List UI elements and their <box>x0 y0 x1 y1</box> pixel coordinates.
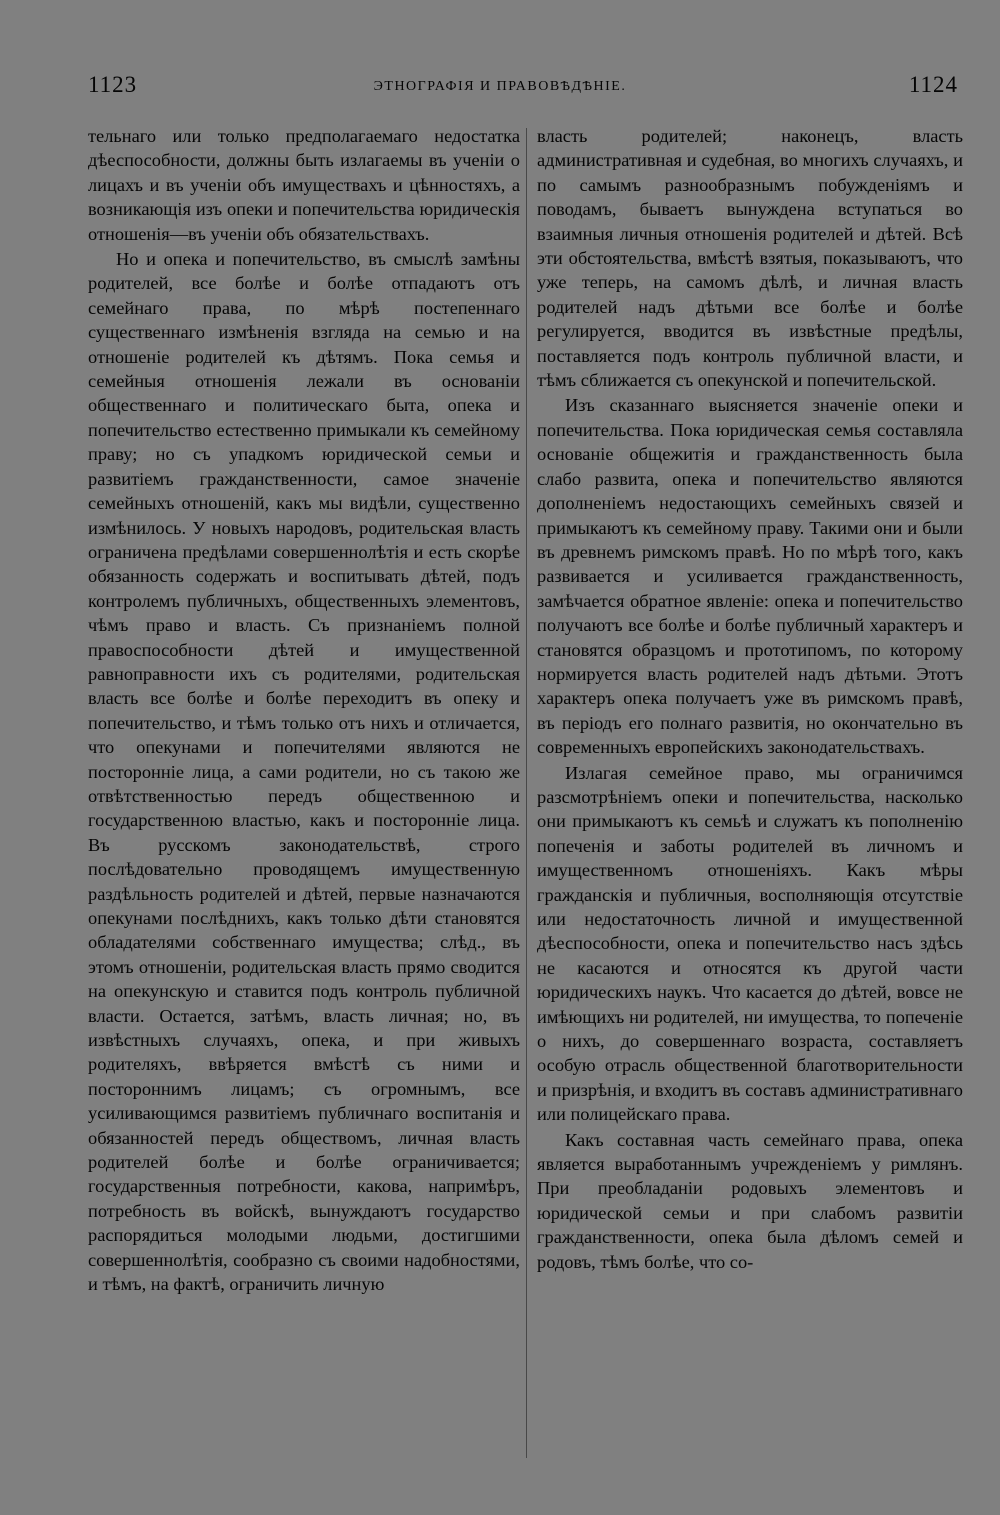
column-divider <box>526 128 527 1458</box>
left-text-column <box>88 124 520 1297</box>
left-page-number: 1123 <box>88 72 138 97</box>
paragraph: Какъ составная часть семейнаго права, опека является выработаннымъ учрежденіемъ у римлянъ. При преобладаніи родовыхъ элементовъ и юридической семьи и при слабомъ развитіи гражданственности, опека была дѣломъ семей и родовъ, тѣмъ болѣе, что со- <box>537 1129 963 1272</box>
paragraph: Излагая семейное право, мы ограничимся разсмотрѣніемъ опеки и попечительства, насколько они примыкаютъ къ семьѣ и служатъ къ пополненію попеченія и заботы родителей въ личномъ и имущественномъ отношеніяхъ. Какъ мѣры гражданскія и публичныя, восполняющія отсутствіе или недостаточность личной и имущественной дѣеспособности, опека и попечительство насъ здѣсь не касаются и относятся къ другой части юридическихъ наукъ. Что касается до дѣтей, вовсе не имѣющихъ ни родителей, ни имущества, то попеченіе о нихъ, до совершеннаго возраста, составляетъ особую отрасль общественной благотворительности и призрѣнія, и входитъ въ составъ административнаго или полицейскаго права. <box>537 762 963 1125</box>
paragraph: власть родителей; наконецъ, власть административная и судебная, во многихъ случаяхъ, и по самымъ разнообразнымъ побужденіямъ и поводамъ, бываетъ вынуждена вступаться во взаимныя личныя отношенія родителей и дѣтей. Всѣ эти обстоятельства, вмѣстѣ взятыя, показываютъ, что уже теперь, на самомъ дѣлѣ, и личная власть родителей надъ дѣтьми все болѣе и болѣе регулируется, вводится въ извѣстные предѣлы, поставляется подъ контроль публичной власти, и тѣмъ сближается съ опекунской и попечительской. <box>537 126 963 391</box>
running-title: ЭТНОГРАФІЯ И ПРАВОВѢДѢНІЕ. <box>373 79 627 94</box>
paragraph: тельнаго или только предполагаемаго недостатка дѣеспособности, должны быть излагаемы въ ученіи о лицахъ и въ ученіи объ имуществахъ и цѣнностяхъ, а возникающія изъ опеки и попечительства юридическія отношенія—въ ученіи объ обязательствахъ. <box>88 126 520 244</box>
right-page-number: 1124 <box>908 72 958 97</box>
paragraph: Изъ сказаннаго выясняется значеніе опеки и попечительства. Пока юридическая семья составляла основаніе общежитія и гражданственность была слабо развита, опека и попечительство являются дополненіемъ недостающихъ семейныхъ связей и примыкаютъ къ семейному праву. Такими они и были въ древнемъ римскомъ правѣ. Но по мѣрѣ того, какъ развивается и усиливается гражданственность, замѣчается обратное явленіе: опека и попечительство получаютъ все болѣе и болѣе публичный характеръ и становятся образцомъ и прототипомъ, по которому нормируется власть родителей надъ дѣтьми. Этотъ характеръ опека получаетъ уже въ римскомъ правѣ, въ періодъ его полнаго развитія, но окончательно въ современныхъ европейскихъ законодательствахъ. <box>537 395 963 758</box>
paragraph: Но и опека и попечительство, въ смыслѣ замѣны родителей, все болѣе и болѣе отпадаютъ отъ семейнаго права, по мѣрѣ постепеннаго существеннаго измѣненія взгляда на семью и на отношеніе родителей къ дѣтямъ. Пока семья и семейныя отношенія лежали въ основаніи общественнаго и политическаго быта, опека и попечительство естественно примыкали къ семейному праву; но съ упадкомъ юридической семьи и развитіемъ гражданственности, самое значеніе семейныхъ отношеній, какъ мы видѣли, существенно измѣнилось. У новыхъ народовъ, родительская власть ограничена предѣлами совершеннолѣтія и есть скорѣе обязанность содержать и воспитывать дѣтей, подъ контролемъ публичныхъ, общественныхъ элементовъ, чѣмъ право и власть. Съ признаніемъ полной правоспособности дѣтей и имущественной равноправности ихъ съ родителями, родительская власть все болѣе и болѣе переходитъ въ опеку и попечительство, и тѣмъ только отъ нихъ и отличается, что опекунами и попечителями являются не посторонніе лица, а сами родители, но съ такою же отвѣтственностью передъ общественною и государственною властью, какъ и посторонніе лица. Въ русскомъ законодательствѣ, строго послѣдовательно проводящемъ имущественную раздѣльность родителей и дѣтей, первые назначаются опекунами послѣднихъ, какъ только дѣти становятся обладателями собственнаго имущества; слѣд., въ этомъ отношеніи, родительская власть прямо сводится на опекунскую и ставится подъ контроль публичной власти. Остается, затѣмъ, власть личная; но, въ извѣстныхъ случаяхъ, опека, и при живыхъ родителяхъ, ввѣряется вмѣстѣ съ ними и постороннимъ лицамъ; съ огромнымъ, все усиливающимся развитіемъ публичнаго воспитанія и обязанностей передъ обществомъ, личная власть родителей болѣе и болѣе ограничивается; государственныя потребности, какова, напримѣръ, потребность въ войскѣ, вынуждаютъ государство распорядиться молодыми людьми, достигшими совершеннолѣтія, сообразно съ своими надобностями, и тѣмъ, на фактѣ, ограничить личную <box>88 249 520 1295</box>
page-header <box>0 0 1000 110</box>
right-text-column <box>537 124 963 1274</box>
